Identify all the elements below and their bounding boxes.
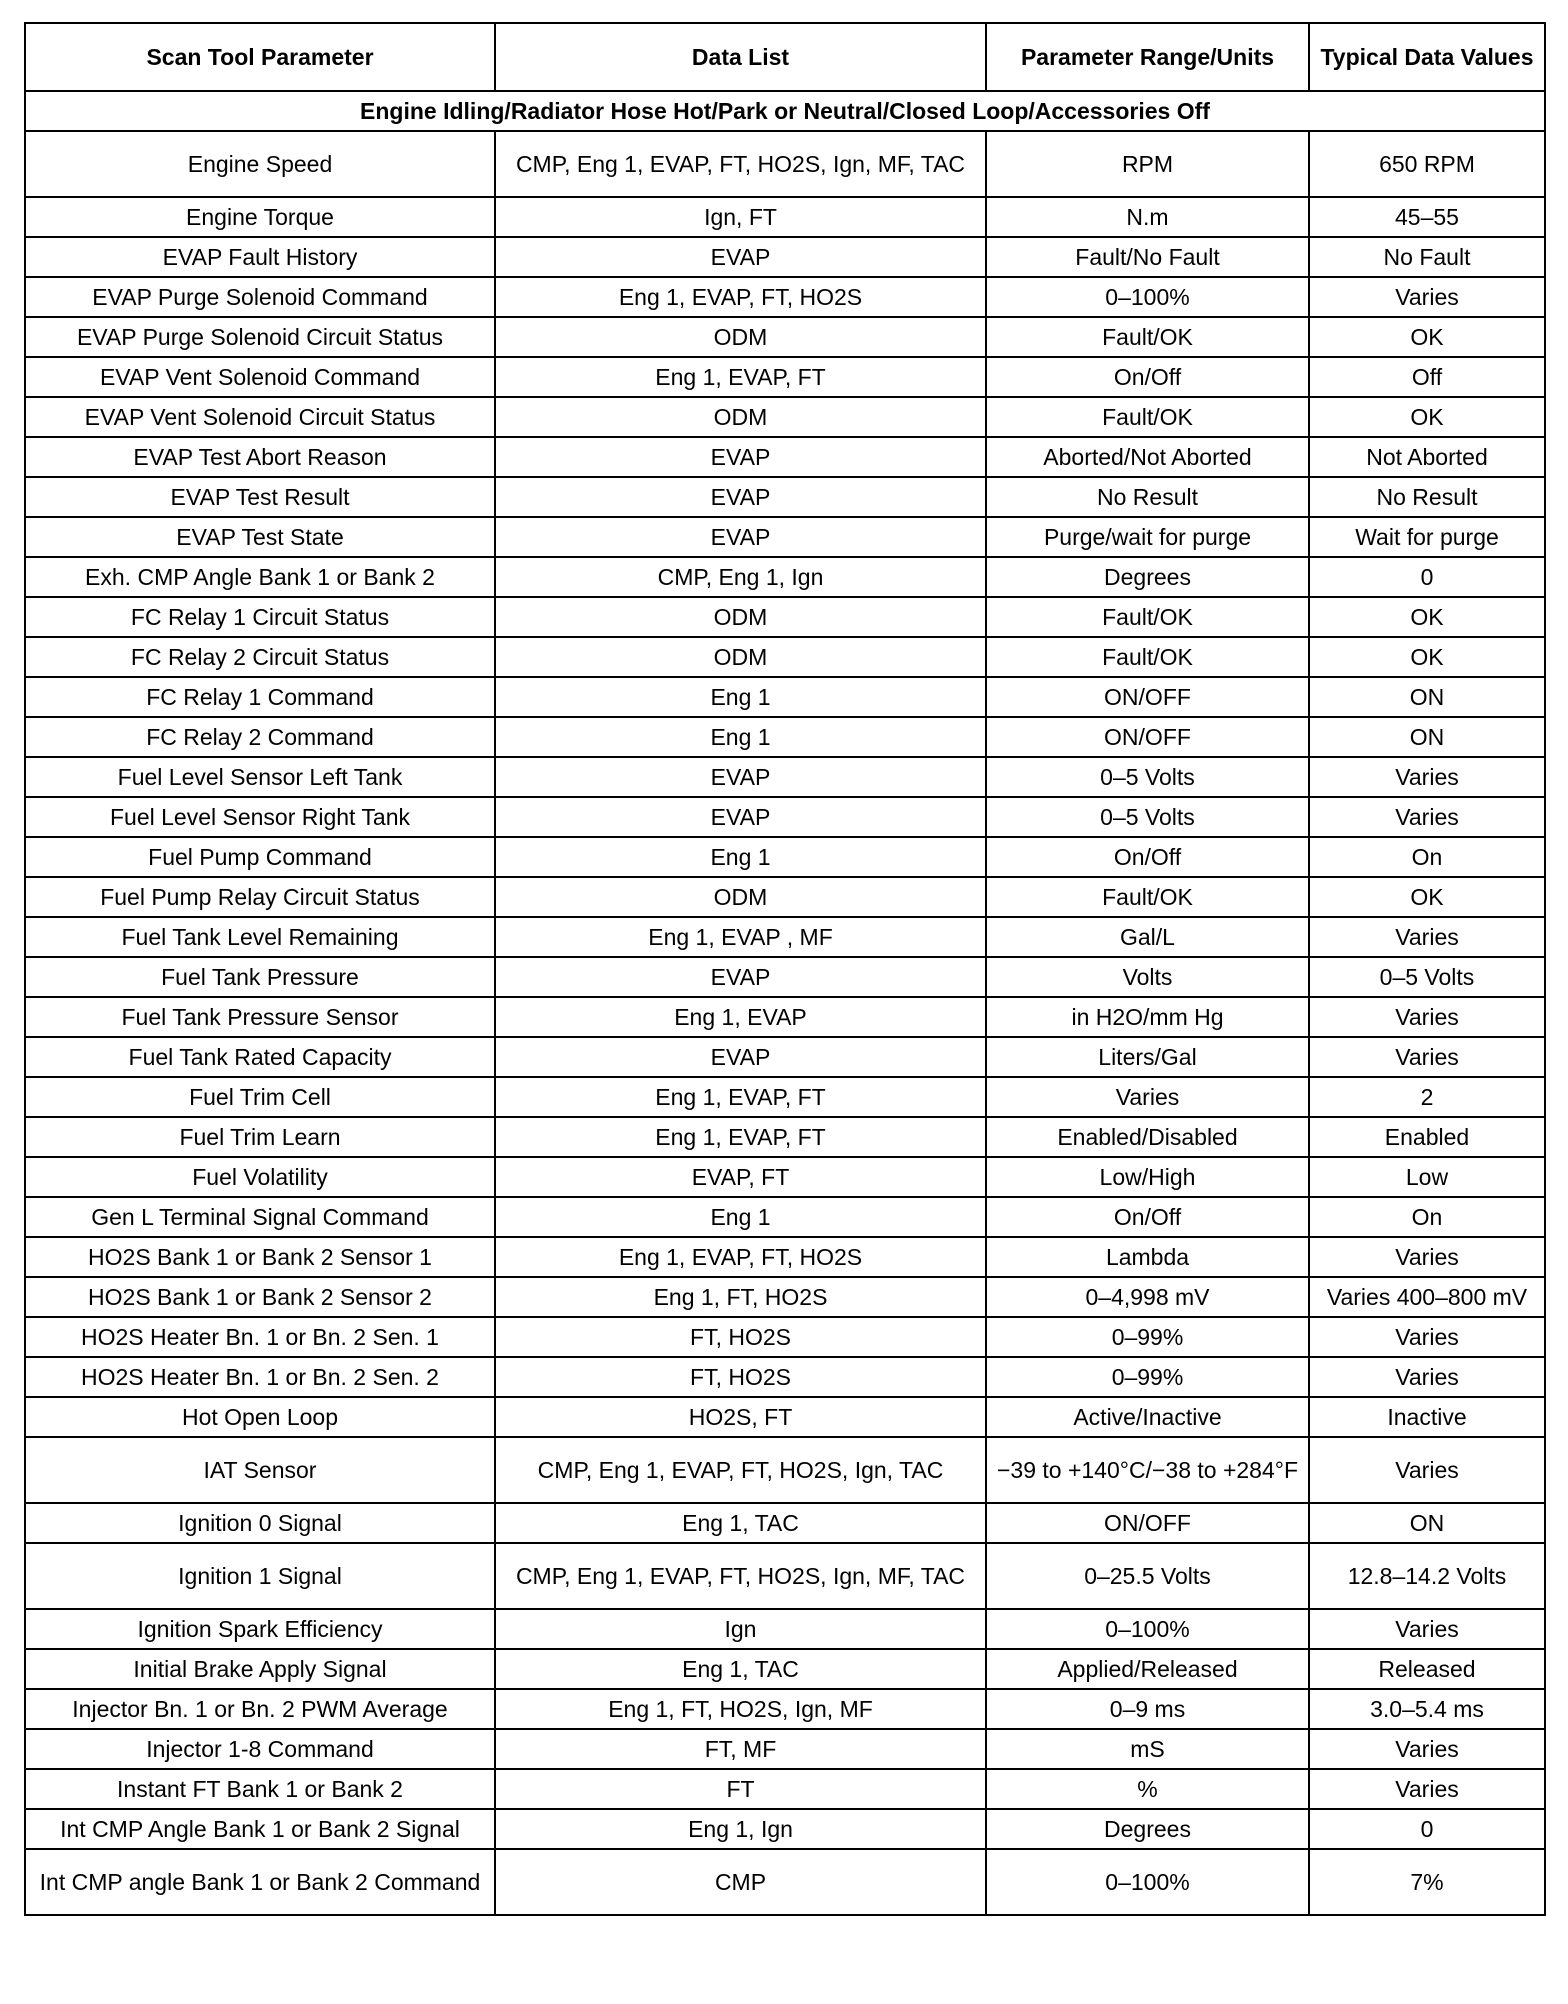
data-list-cell: EVAP	[495, 517, 986, 557]
data-list-cell: CMP, Eng 1, EVAP, FT, HO2S, Ign, MF, TAC	[495, 131, 986, 197]
range-units-cell: 0–100%	[986, 277, 1309, 317]
table-row	[25, 1357, 1545, 1397]
data-list-cell: EVAP	[495, 797, 986, 837]
range-units-cell: Degrees	[986, 557, 1309, 597]
typical-value-cell: Varies	[1309, 997, 1545, 1037]
typical-value-cell: Varies	[1309, 757, 1545, 797]
table-row	[25, 917, 1545, 957]
table-row	[25, 437, 1545, 477]
range-units-cell: N.m	[986, 197, 1309, 237]
typical-value-cell: Released	[1309, 1649, 1545, 1689]
range-units-cell: Liters/Gal	[986, 1037, 1309, 1077]
data-list-cell: CMP	[495, 1849, 986, 1915]
data-list-cell: EVAP	[495, 437, 986, 477]
data-list-cell: Eng 1, Ign	[495, 1809, 986, 1849]
range-units-cell: Varies	[986, 1077, 1309, 1117]
header-data-list: Data List	[495, 23, 986, 91]
parameter-cell: EVAP Vent Solenoid Command	[25, 357, 495, 397]
parameter-cell: Fuel Trim Cell	[25, 1077, 495, 1117]
parameter-cell: Initial Brake Apply Signal	[25, 1649, 495, 1689]
range-units-cell: Volts	[986, 957, 1309, 997]
parameter-cell: Fuel Pump Relay Circuit Status	[25, 877, 495, 917]
table-row	[25, 1649, 1545, 1689]
data-list-cell: EVAP	[495, 957, 986, 997]
data-list-cell: FT, HO2S	[495, 1317, 986, 1357]
typical-value-cell: OK	[1309, 637, 1545, 677]
table-row	[25, 1769, 1545, 1809]
typical-value-cell: Varies	[1309, 277, 1545, 317]
data-list-cell: Eng 1, TAC	[495, 1503, 986, 1543]
typical-value-cell: ON	[1309, 717, 1545, 757]
typical-value-cell: Varies	[1309, 1317, 1545, 1357]
typical-value-cell: ON	[1309, 677, 1545, 717]
range-units-cell: in H2O/mm Hg	[986, 997, 1309, 1037]
parameter-cell: EVAP Purge Solenoid Circuit Status	[25, 317, 495, 357]
data-list-cell: Eng 1	[495, 717, 986, 757]
data-list-cell: Ign	[495, 1609, 986, 1649]
data-list-cell: Eng 1, EVAP	[495, 997, 986, 1037]
range-units-cell: ON/OFF	[986, 677, 1309, 717]
data-list-cell: Eng 1	[495, 1197, 986, 1237]
parameter-cell: Int CMP angle Bank 1 or Bank 2 Command	[25, 1849, 495, 1915]
parameter-cell: Fuel Tank Rated Capacity	[25, 1037, 495, 1077]
typical-value-cell: Varies	[1309, 1437, 1545, 1503]
data-list-cell: CMP, Eng 1, EVAP, FT, HO2S, Ign, TAC	[495, 1437, 986, 1503]
range-units-cell: RPM	[986, 131, 1309, 197]
parameter-cell: EVAP Purge Solenoid Command	[25, 277, 495, 317]
data-list-cell: HO2S, FT	[495, 1397, 986, 1437]
parameter-cell: Instant FT Bank 1 or Bank 2	[25, 1769, 495, 1809]
parameter-cell: Fuel Trim Learn	[25, 1117, 495, 1157]
range-units-cell: Fault/OK	[986, 397, 1309, 437]
parameter-cell: Fuel Level Sensor Left Tank	[25, 757, 495, 797]
range-units-cell: Fault/OK	[986, 877, 1309, 917]
range-units-cell: Degrees	[986, 1809, 1309, 1849]
parameter-cell: EVAP Test State	[25, 517, 495, 557]
range-units-cell: 0–99%	[986, 1317, 1309, 1357]
data-list-cell: FT	[495, 1769, 986, 1809]
typical-value-cell: OK	[1309, 597, 1545, 637]
typical-value-cell: 3.0–5.4 ms	[1309, 1689, 1545, 1729]
table-row	[25, 317, 1545, 357]
table-row	[25, 1609, 1545, 1649]
range-units-cell: 0–100%	[986, 1849, 1309, 1915]
data-list-cell: Eng 1, TAC	[495, 1649, 986, 1689]
scan-tool-data-table-container	[24, 22, 1544, 1916]
typical-value-cell: On	[1309, 1197, 1545, 1237]
data-list-cell: Eng 1, EVAP , MF	[495, 917, 986, 957]
parameter-cell: Gen L Terminal Signal Command	[25, 1197, 495, 1237]
header-row	[25, 23, 1545, 91]
scan-tool-data-table	[24, 22, 1546, 1916]
table-row	[25, 1543, 1545, 1609]
parameter-cell: Fuel Pump Command	[25, 837, 495, 877]
typical-value-cell: OK	[1309, 317, 1545, 357]
table-row	[25, 1157, 1545, 1197]
typical-value-cell: 0–5 Volts	[1309, 957, 1545, 997]
typical-value-cell: Wait for purge	[1309, 517, 1545, 557]
parameter-cell: HO2S Bank 1 or Bank 2 Sensor 2	[25, 1277, 495, 1317]
table-row	[25, 237, 1545, 277]
typical-value-cell: 2	[1309, 1077, 1545, 1117]
table-row	[25, 357, 1545, 397]
typical-value-cell: ON	[1309, 1503, 1545, 1543]
parameter-cell: HO2S Heater Bn. 1 or Bn. 2 Sen. 2	[25, 1357, 495, 1397]
typical-value-cell: Varies	[1309, 1357, 1545, 1397]
data-list-cell: Eng 1, EVAP, FT, HO2S	[495, 1237, 986, 1277]
table-row	[25, 1503, 1545, 1543]
table-row	[25, 1397, 1545, 1437]
range-units-cell: On/Off	[986, 357, 1309, 397]
data-list-cell: Eng 1, FT, HO2S, Ign, MF	[495, 1689, 986, 1729]
data-list-cell: ODM	[495, 317, 986, 357]
range-units-cell: ON/OFF	[986, 1503, 1309, 1543]
typical-value-cell: Enabled	[1309, 1117, 1545, 1157]
table-row	[25, 957, 1545, 997]
range-units-cell: Purge/wait for purge	[986, 517, 1309, 557]
table-row	[25, 1437, 1545, 1503]
table-row	[25, 197, 1545, 237]
range-units-cell: On/Off	[986, 837, 1309, 877]
typical-value-cell: Varies	[1309, 1729, 1545, 1769]
table-row	[25, 477, 1545, 517]
parameter-cell: EVAP Fault History	[25, 237, 495, 277]
typical-value-cell: Low	[1309, 1157, 1545, 1197]
range-units-cell: 0–99%	[986, 1357, 1309, 1397]
range-units-cell: Enabled/Disabled	[986, 1117, 1309, 1157]
typical-value-cell: No Result	[1309, 477, 1545, 517]
range-units-cell: Fault/OK	[986, 597, 1309, 637]
data-list-cell: Eng 1, EVAP, FT	[495, 1077, 986, 1117]
typical-value-cell: 7%	[1309, 1849, 1545, 1915]
parameter-cell: Fuel Volatility	[25, 1157, 495, 1197]
table-row	[25, 1809, 1545, 1849]
typical-value-cell: OK	[1309, 397, 1545, 437]
data-list-cell: Eng 1	[495, 837, 986, 877]
table-row	[25, 677, 1545, 717]
data-list-cell: EVAP, FT	[495, 1157, 986, 1197]
typical-value-cell: OK	[1309, 877, 1545, 917]
table-row	[25, 1237, 1545, 1277]
parameter-cell: Hot Open Loop	[25, 1397, 495, 1437]
typical-value-cell: Inactive	[1309, 1397, 1545, 1437]
table-row	[25, 557, 1545, 597]
typical-value-cell: Not Aborted	[1309, 437, 1545, 477]
typical-value-cell: Off	[1309, 357, 1545, 397]
table-row	[25, 1077, 1545, 1117]
table-row	[25, 131, 1545, 197]
table-row	[25, 397, 1545, 437]
data-list-cell: CMP, Eng 1, EVAP, FT, HO2S, Ign, MF, TAC	[495, 1543, 986, 1609]
data-list-cell: Eng 1, EVAP, FT	[495, 1117, 986, 1157]
range-units-cell: Gal/L	[986, 917, 1309, 957]
range-units-cell: Applied/Released	[986, 1649, 1309, 1689]
range-units-cell: Active/Inactive	[986, 1397, 1309, 1437]
table-row	[25, 717, 1545, 757]
range-units-cell: ON/OFF	[986, 717, 1309, 757]
range-units-cell: Aborted/Not Aborted	[986, 437, 1309, 477]
parameter-cell: FC Relay 2 Circuit Status	[25, 637, 495, 677]
data-list-cell: EVAP	[495, 477, 986, 517]
header-parameter-range-units: Parameter Range/Units	[986, 23, 1309, 91]
typical-value-cell: Varies	[1309, 1769, 1545, 1809]
data-list-cell: Eng 1	[495, 677, 986, 717]
typical-value-cell: On	[1309, 837, 1545, 877]
typical-value-cell: Varies	[1309, 797, 1545, 837]
range-units-cell: 0–25.5 Volts	[986, 1543, 1309, 1609]
typical-value-cell: 45–55	[1309, 197, 1545, 237]
table-row	[25, 837, 1545, 877]
table-row	[25, 637, 1545, 677]
typical-value-cell: Varies 400–800 mV	[1309, 1277, 1545, 1317]
parameter-cell: Int CMP Angle Bank 1 or Bank 2 Signal	[25, 1809, 495, 1849]
parameter-cell: HO2S Heater Bn. 1 or Bn. 2 Sen. 1	[25, 1317, 495, 1357]
table-row	[25, 877, 1545, 917]
table-row	[25, 757, 1545, 797]
parameter-cell: Ignition 1 Signal	[25, 1543, 495, 1609]
table-row	[25, 1317, 1545, 1357]
parameter-cell: IAT Sensor	[25, 1437, 495, 1503]
range-units-cell: mS	[986, 1729, 1309, 1769]
typical-value-cell: No Fault	[1309, 237, 1545, 277]
table-row	[25, 797, 1545, 837]
table-row	[25, 597, 1545, 637]
parameter-cell: EVAP Vent Solenoid Circuit Status	[25, 397, 495, 437]
data-list-cell: Eng 1, FT, HO2S	[495, 1277, 986, 1317]
range-units-cell: %	[986, 1769, 1309, 1809]
typical-value-cell: Varies	[1309, 1237, 1545, 1277]
data-list-cell: EVAP	[495, 237, 986, 277]
data-list-cell: ODM	[495, 637, 986, 677]
parameter-cell: Fuel Tank Level Remaining	[25, 917, 495, 957]
parameter-cell: Injector 1-8 Command	[25, 1729, 495, 1769]
range-units-cell: On/Off	[986, 1197, 1309, 1237]
parameter-cell: Ignition 0 Signal	[25, 1503, 495, 1543]
parameter-cell: EVAP Test Abort Reason	[25, 437, 495, 477]
data-list-cell: Ign, FT	[495, 197, 986, 237]
range-units-cell: Fault/OK	[986, 317, 1309, 357]
range-units-cell: Lambda	[986, 1237, 1309, 1277]
table-row	[25, 517, 1545, 557]
table-row	[25, 1689, 1545, 1729]
table-row	[25, 1037, 1545, 1077]
range-units-cell: 0–4,998 mV	[986, 1277, 1309, 1317]
table-row	[25, 1277, 1545, 1317]
data-list-cell: ODM	[495, 877, 986, 917]
range-units-cell: 0–100%	[986, 1609, 1309, 1649]
parameter-cell: Exh. CMP Angle Bank 1 or Bank 2	[25, 557, 495, 597]
typical-value-cell: Varies	[1309, 1037, 1545, 1077]
table-row	[25, 277, 1545, 317]
parameter-cell: Ignition Spark Efficiency	[25, 1609, 495, 1649]
table-row	[25, 1197, 1545, 1237]
parameter-cell: FC Relay 2 Command	[25, 717, 495, 757]
data-list-cell: FT, HO2S	[495, 1357, 986, 1397]
typical-value-cell: 0	[1309, 1809, 1545, 1849]
data-list-cell: CMP, Eng 1, Ign	[495, 557, 986, 597]
range-units-cell: Fault/OK	[986, 637, 1309, 677]
header-typical-data-values: Typical Data Values	[1309, 23, 1545, 91]
typical-value-cell: 650 RPM	[1309, 131, 1545, 197]
range-units-cell: No Result	[986, 477, 1309, 517]
data-list-cell: ODM	[495, 597, 986, 637]
table-row	[25, 1849, 1545, 1915]
range-units-cell: 0–5 Volts	[986, 757, 1309, 797]
table-row	[25, 1729, 1545, 1769]
condition-row	[25, 91, 1545, 131]
parameter-cell: HO2S Bank 1 or Bank 2 Sensor 1	[25, 1237, 495, 1277]
parameter-cell: FC Relay 1 Circuit Status	[25, 597, 495, 637]
data-list-cell: EVAP	[495, 757, 986, 797]
data-list-cell: EVAP	[495, 1037, 986, 1077]
range-units-cell: 0–9 ms	[986, 1689, 1309, 1729]
typical-value-cell: Varies	[1309, 917, 1545, 957]
header-scan-tool-parameter: Scan Tool Parameter	[25, 23, 495, 91]
range-units-cell: Low/High	[986, 1157, 1309, 1197]
typical-value-cell: 0	[1309, 557, 1545, 597]
typical-value-cell: 12.8–14.2 Volts	[1309, 1543, 1545, 1609]
range-units-cell: 0–5 Volts	[986, 797, 1309, 837]
parameter-cell: Engine Torque	[25, 197, 495, 237]
data-list-cell: Eng 1, EVAP, FT	[495, 357, 986, 397]
parameter-cell: Injector Bn. 1 or Bn. 2 PWM Average	[25, 1689, 495, 1729]
parameter-cell: Fuel Tank Pressure	[25, 957, 495, 997]
range-units-cell: Fault/No Fault	[986, 237, 1309, 277]
data-list-cell: FT, MF	[495, 1729, 986, 1769]
operating-condition: Engine Idling/Radiator Hose Hot/Park or Neutral/Closed Loop/Accessories Off	[25, 91, 1545, 131]
typical-value-cell: Varies	[1309, 1609, 1545, 1649]
parameter-cell: Fuel Level Sensor Right Tank	[25, 797, 495, 837]
data-list-cell: ODM	[495, 397, 986, 437]
parameter-cell: Fuel Tank Pressure Sensor	[25, 997, 495, 1037]
parameter-cell: FC Relay 1 Command	[25, 677, 495, 717]
table-row	[25, 1117, 1545, 1157]
parameter-cell: Engine Speed	[25, 131, 495, 197]
range-units-cell: −39 to +140°C/−38 to +284°F	[986, 1437, 1309, 1503]
data-list-cell: Eng 1, EVAP, FT, HO2S	[495, 277, 986, 317]
table-row	[25, 997, 1545, 1037]
parameter-cell: EVAP Test Result	[25, 477, 495, 517]
